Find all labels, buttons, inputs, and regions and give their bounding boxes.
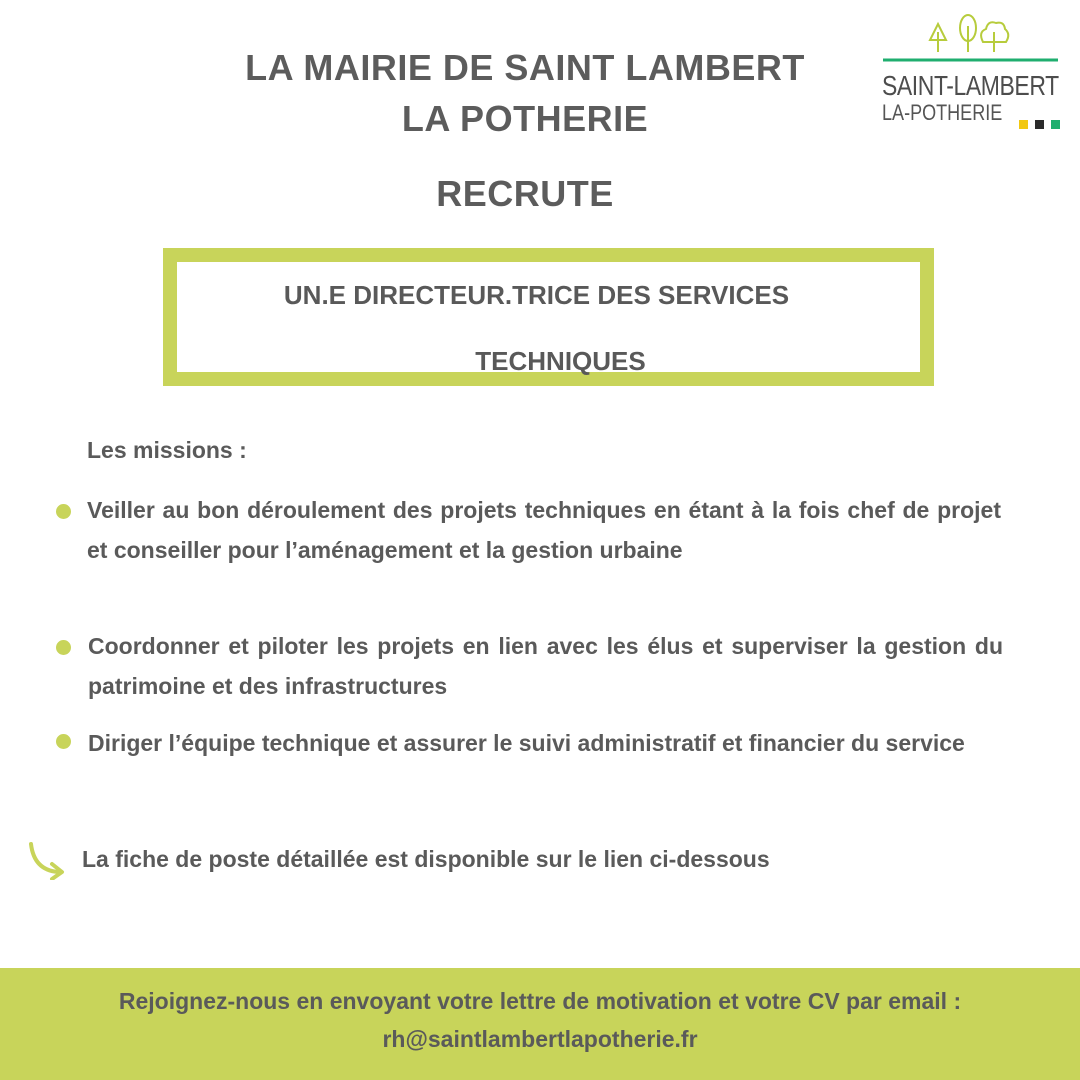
contact-email[interactable]: rh@saintlambertlapotherie.fr xyxy=(382,1026,698,1052)
page-title-line2: LA POTHERIE xyxy=(401,98,649,139)
page-title-line1: LA MAIRIE DE SAINT LAMBERT xyxy=(245,47,805,88)
logo-subname: LA-POTHERIE xyxy=(882,100,1003,125)
logo-square-yellow xyxy=(1019,120,1028,129)
job-title-line1: UN.E DIRECTEUR.TRICE DES SERVICES xyxy=(283,280,790,310)
job-sheet-note: La fiche de poste détaillée est disponible sur le lien ci-dessous xyxy=(82,846,770,872)
mission-text: Coordonner et piloter les projets en lien avec les élus et superviser la gestion du patrimoine et des infrastructures xyxy=(88,633,1003,699)
town-logo xyxy=(880,12,1062,127)
trees-icon xyxy=(880,12,1062,72)
footer-banner xyxy=(0,968,1080,1080)
bullet-dot-icon xyxy=(56,640,71,655)
logo-name: SAINT-LAMBERT xyxy=(882,70,1059,101)
bullet-dot-icon xyxy=(56,504,71,519)
bullet-dot-icon xyxy=(56,734,71,749)
job-title-line2: TECHNIQUES xyxy=(475,346,646,376)
logo-square-black xyxy=(1035,120,1044,129)
logo-square-green xyxy=(1051,120,1060,129)
curved-arrow-icon xyxy=(28,842,70,880)
job-title-box xyxy=(163,248,934,386)
recruits-heading: RECRUTE xyxy=(436,173,614,214)
missions-label: Les missions : xyxy=(87,437,247,463)
footer-call-to-action: Rejoignez-nous en envoyant votre lettre de motivation et votre CV par email : xyxy=(118,988,962,1014)
mission-text: Veiller au bon déroulement des projets techniques en étant à la fois chef de projet et conseiller pour l’aménagement et la gestion urbaine xyxy=(87,497,1001,563)
mission-text: Diriger l’équipe technique et assurer le suivi administratif et financier du service xyxy=(88,730,965,756)
